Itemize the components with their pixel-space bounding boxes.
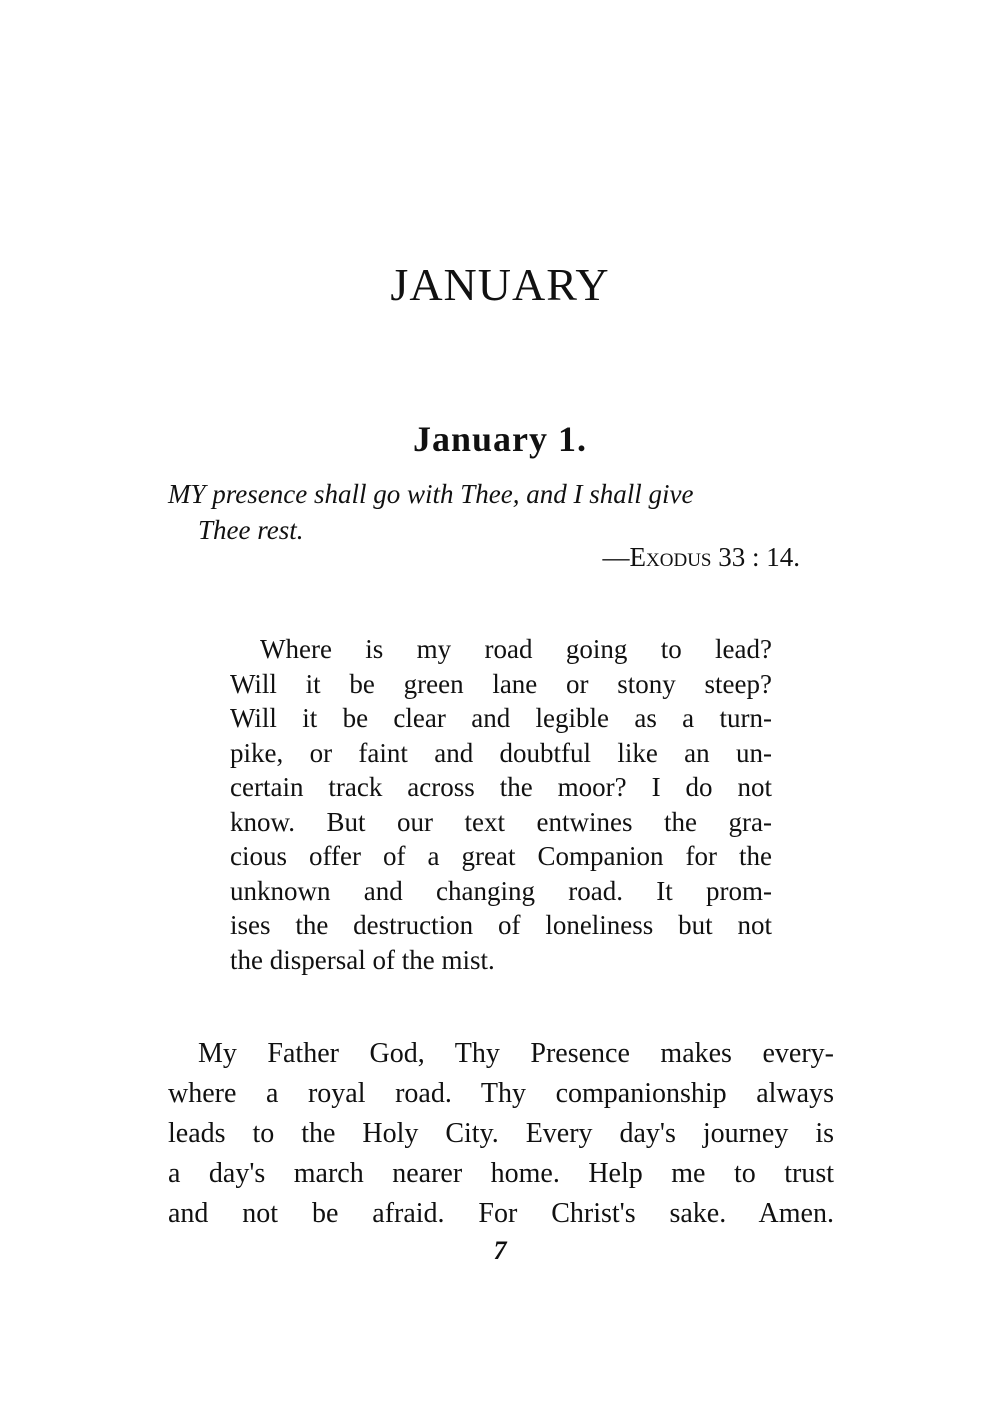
meditation-line: ises the destruction of loneliness but not [230, 910, 772, 940]
prayer-line: and not be afraid. For Christ's sake. Amen. [168, 1198, 834, 1229]
meditation-line: cious offer of a great Companion for the [230, 841, 772, 871]
prayer-line: a day's march nearer home. Help me to trust [168, 1158, 834, 1189]
verse-line-2: Thee rest. [198, 515, 304, 545]
scripture-reference [400, 542, 800, 573]
meditation-line: pike, or faint and doubtful like an un- [230, 737, 772, 768]
meditation-paragraph [230, 632, 772, 977]
meditation-line: certain track across the moor? I do not [230, 772, 772, 802]
prayer-paragraph [168, 1034, 834, 1234]
meditation-line: Where is my road going to lead? [260, 634, 772, 664]
meditation-line: unknown and changing road. It prom- [230, 875, 772, 906]
meditation-line: the dispersal of the mist. [230, 944, 495, 975]
day-heading: January 1. [412, 419, 588, 459]
page-number: 7 [493, 1236, 507, 1265]
prayer-line: where a royal road. Thy companionship always [168, 1078, 834, 1109]
scripture-verse [168, 476, 836, 548]
meditation-line: Will it be green lane or stony steep? [230, 668, 772, 699]
meditation-line: know. But our text entwines the gra- [230, 806, 772, 837]
meditation-line: Will it be clear and legible as a turn- [230, 703, 772, 733]
reference-chapter-verse: 33 : 14. [711, 542, 800, 572]
reference-dash: — [602, 542, 630, 572]
verse-line-1: MY presence shall go with Thee, and I shall give [168, 479, 694, 509]
prayer-line: My Father God, Thy Presence makes every- [198, 1038, 834, 1069]
reference-book: Exodus [629, 542, 712, 572]
prayer-line: leads to the Holy City. Every day's journey is [168, 1118, 834, 1149]
month-title: JANUARY [390, 259, 610, 310]
